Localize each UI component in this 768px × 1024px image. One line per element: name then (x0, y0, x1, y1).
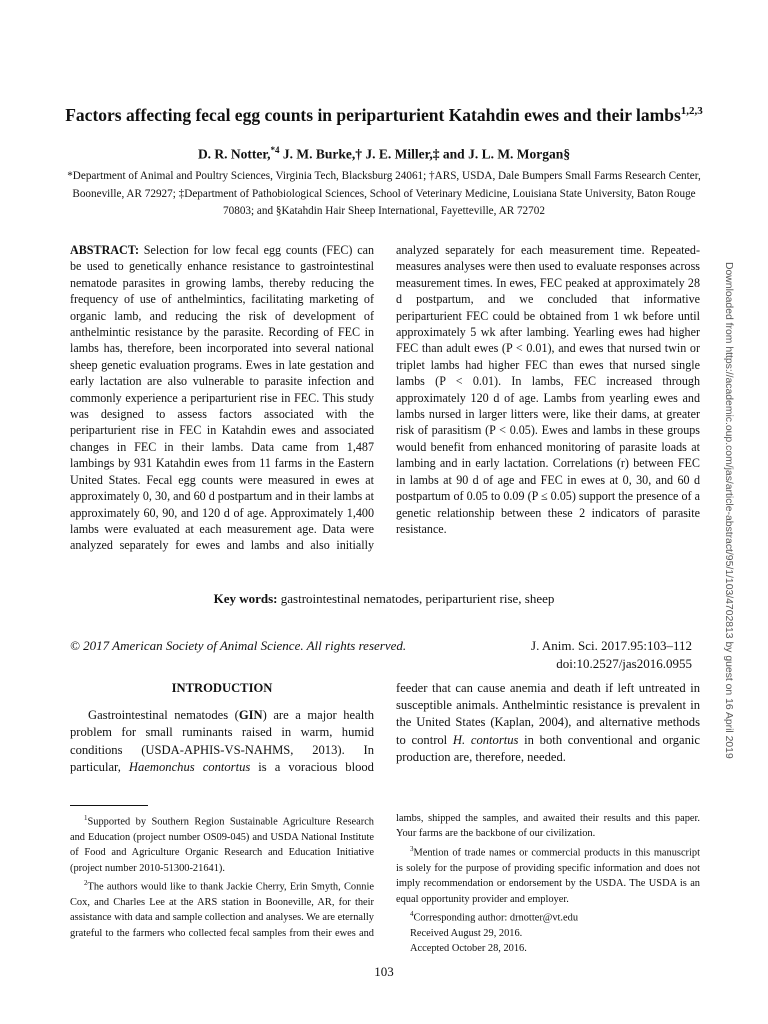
introduction-section (70, 680, 700, 790)
abstract-text: Selection for low fecal egg counts (FEC) can be used to genetically enhance resistance to gastrointestinal nematode parasites in growing lambs, thereby reducing the frequency of use of anthelmintics, facilitating marketing of organic lamb, and reducing the risk of development of anthelmintic resistance by the parasite. Recording of FEC in lambs has, therefore, been incorporated into several national sheep genetic evaluation programs. Ewes in late gestation and early lactation are also vulnerable to parasite infection and commonly experience a periparturient rise in FEC. This study was designed to assess factors associated with the periparturient rise in FEC in Katahdin ewes and associated changes in FEC in their lambs. Data came from 1,487 lambings by 931 Katahdin ewes from 11 farms in the Eastern United States. Fecal egg counts were measured in ewes at approximately 0, 30, and 60 d postpartum and in their lambs at approximately 60, 90, and 120 d of age. Approximately 1,400 lambs were evaluated at each measurement age. Data were analyzed separately for ewes and lambs and also initially analyzed separately for each measurement time. Repeated-measures analyses were then used to evaluate responses across measurement times. In ewes, FEC peaked at approximately 28 d postpartum, and we concluded that informative periparturient FEC could be obtained from 1 wk before until approximately 5 wk after lambing. Yearling ewes had higher FEC than adult ewes (P < 0.01), and ewes that nursed twin or triplet lambs had higher FEC than ewes that nursed single lambs (P < 0.01). In lambs, FEC increased through approximately 120 d of age. Lambs from yearling ewes and lambs nursed in larger litters were, like their dams, at greater risk of parasitism (P < 0.05). Ewes and lambs in these groups would benefit from enhanced monitoring of parasite loads at lambing and in early lactation. Correlations (r) between FEC in lambs at 90 d of age and FEC in ewes at 0, 30, and 60 d postpartum of 0.05 to 0.09 (P ≤ 0.05) support the presence of a genetic relationship between these 2 indicators of parasite resistance. (70, 243, 700, 553)
introduction-heading: INTRODUCTION (171, 681, 273, 695)
affiliations: *Department of Animal and Poultry Sciences, Virginia Tech, Blacksburg 24061; †ARS, USDA, Dale Bumpers Small Farms Research Center, Booneville, AR 72927; ‡Department of Pathobiological Sciences, School of Veterinary Medicine, Louisiana State University, Baton Rouge 70803; and §Katahdin Hair Sheep International, Fayetteville, AR 72702 (67, 170, 701, 217)
footnote-text: Supported by Southern Region Sustainable Agriculture Research and Education (project number OS09-045) and USDA National Institute of Food and Agriculture Organic Research and Education Initiative (project number 2010-51300-21641). (70, 816, 374, 874)
journal-citation: J. Anim. Sci. 2017.95:103–112 (531, 638, 692, 653)
author: D. R. Notter, (197, 146, 271, 162)
intro-text: Gastrointestinal nematodes ( (88, 708, 239, 723)
copyright-notice: © 2017 American Society of Animal Science. All rights reserved. (70, 638, 407, 653)
intro-text: in both conventional and organic production are, therefore, needed. (396, 732, 700, 764)
citation (480, 637, 692, 673)
download-notice: Downloaded from https://academic.oup.com/jas/article-abstract/95/1/103/4702813 by guest on 16 April 2019 (723, 262, 734, 759)
footnote-mark: 1 (84, 814, 88, 822)
author-mark: *4 (270, 145, 280, 155)
footnote-mark: 2 (84, 879, 88, 888)
intro-text: ) are a major health problem for small ruminants raised in warm, humid conditions (USDA-APHIS-VS-NAHMS, 2013). In particular, (70, 708, 374, 774)
intro-text: is a voracious blood feeder that can cause anemia and death if left untreated in susceptible animals. Anthelmintic resistance is prevalent in the United States (Kaplan, 2004), and alternative methods to control (258, 681, 700, 774)
author-mark: † (355, 146, 363, 162)
keywords (60, 590, 708, 608)
species-name: H. contortus (452, 732, 519, 747)
page-number: 103 (374, 964, 394, 979)
footnote-mark: 4 (410, 909, 414, 918)
author: J. M. Burke, (282, 146, 356, 162)
article-title (40, 101, 728, 125)
abstract (70, 242, 700, 582)
doi: doi:10.2527/jas2016.0955 (556, 656, 692, 671)
footnotes (70, 811, 700, 961)
keywords-label: Key words: (213, 591, 278, 606)
title-text: Factors affecting fecal egg counts in periparturient Katahdin ewes and their lambs (65, 104, 681, 125)
title-footnote-marks: 1,2,3 (680, 105, 703, 117)
corresponding-author: Corresponding author: drnotter@vt.edu (413, 912, 579, 924)
footnote (396, 842, 700, 907)
author: and J. L. M. Morgan (442, 146, 564, 162)
author-list (40, 141, 728, 164)
keywords-text: gastrointestinal nematodes, periparturient rise, sheep (280, 591, 555, 606)
footnote-mark: 3 (410, 844, 414, 853)
footnote-text: Mention of trade names or commercial products in this manuscript is solely for the purpose of providing specific information and does not imply recommendation or endorsement by the USDA. The USDA is an equal opportunity provider and employer. (396, 847, 700, 905)
received-date: Received August 29, 2016. (410, 927, 523, 939)
author-mark: ‡ (432, 146, 440, 162)
author-mark: § (563, 146, 571, 162)
species-name: Haemonchus contortus (128, 759, 251, 774)
footnote-divider (70, 805, 148, 806)
abstract-label: ABSTRACT: (70, 243, 139, 257)
footnote (396, 907, 700, 926)
accepted-date: Accepted October 28, 2016. (410, 943, 527, 955)
footnote (70, 811, 374, 876)
intro-abbrev: GIN (238, 708, 263, 723)
footnote-text: The authors would like to thank Jackie Cherry, Erin Smyth, Connie Cox, and Charles Lee at the ARS station in Booneville, AR, for their assistance with data and sample collection and analyses. We are eternally grateful to the farmers who collected fecal samples from their ewes and lambs, shipped the samples, and awaited their results and this paper. Your farms are the backbone of our civilization. (70, 813, 700, 939)
author: J. E. Miller, (365, 146, 433, 162)
